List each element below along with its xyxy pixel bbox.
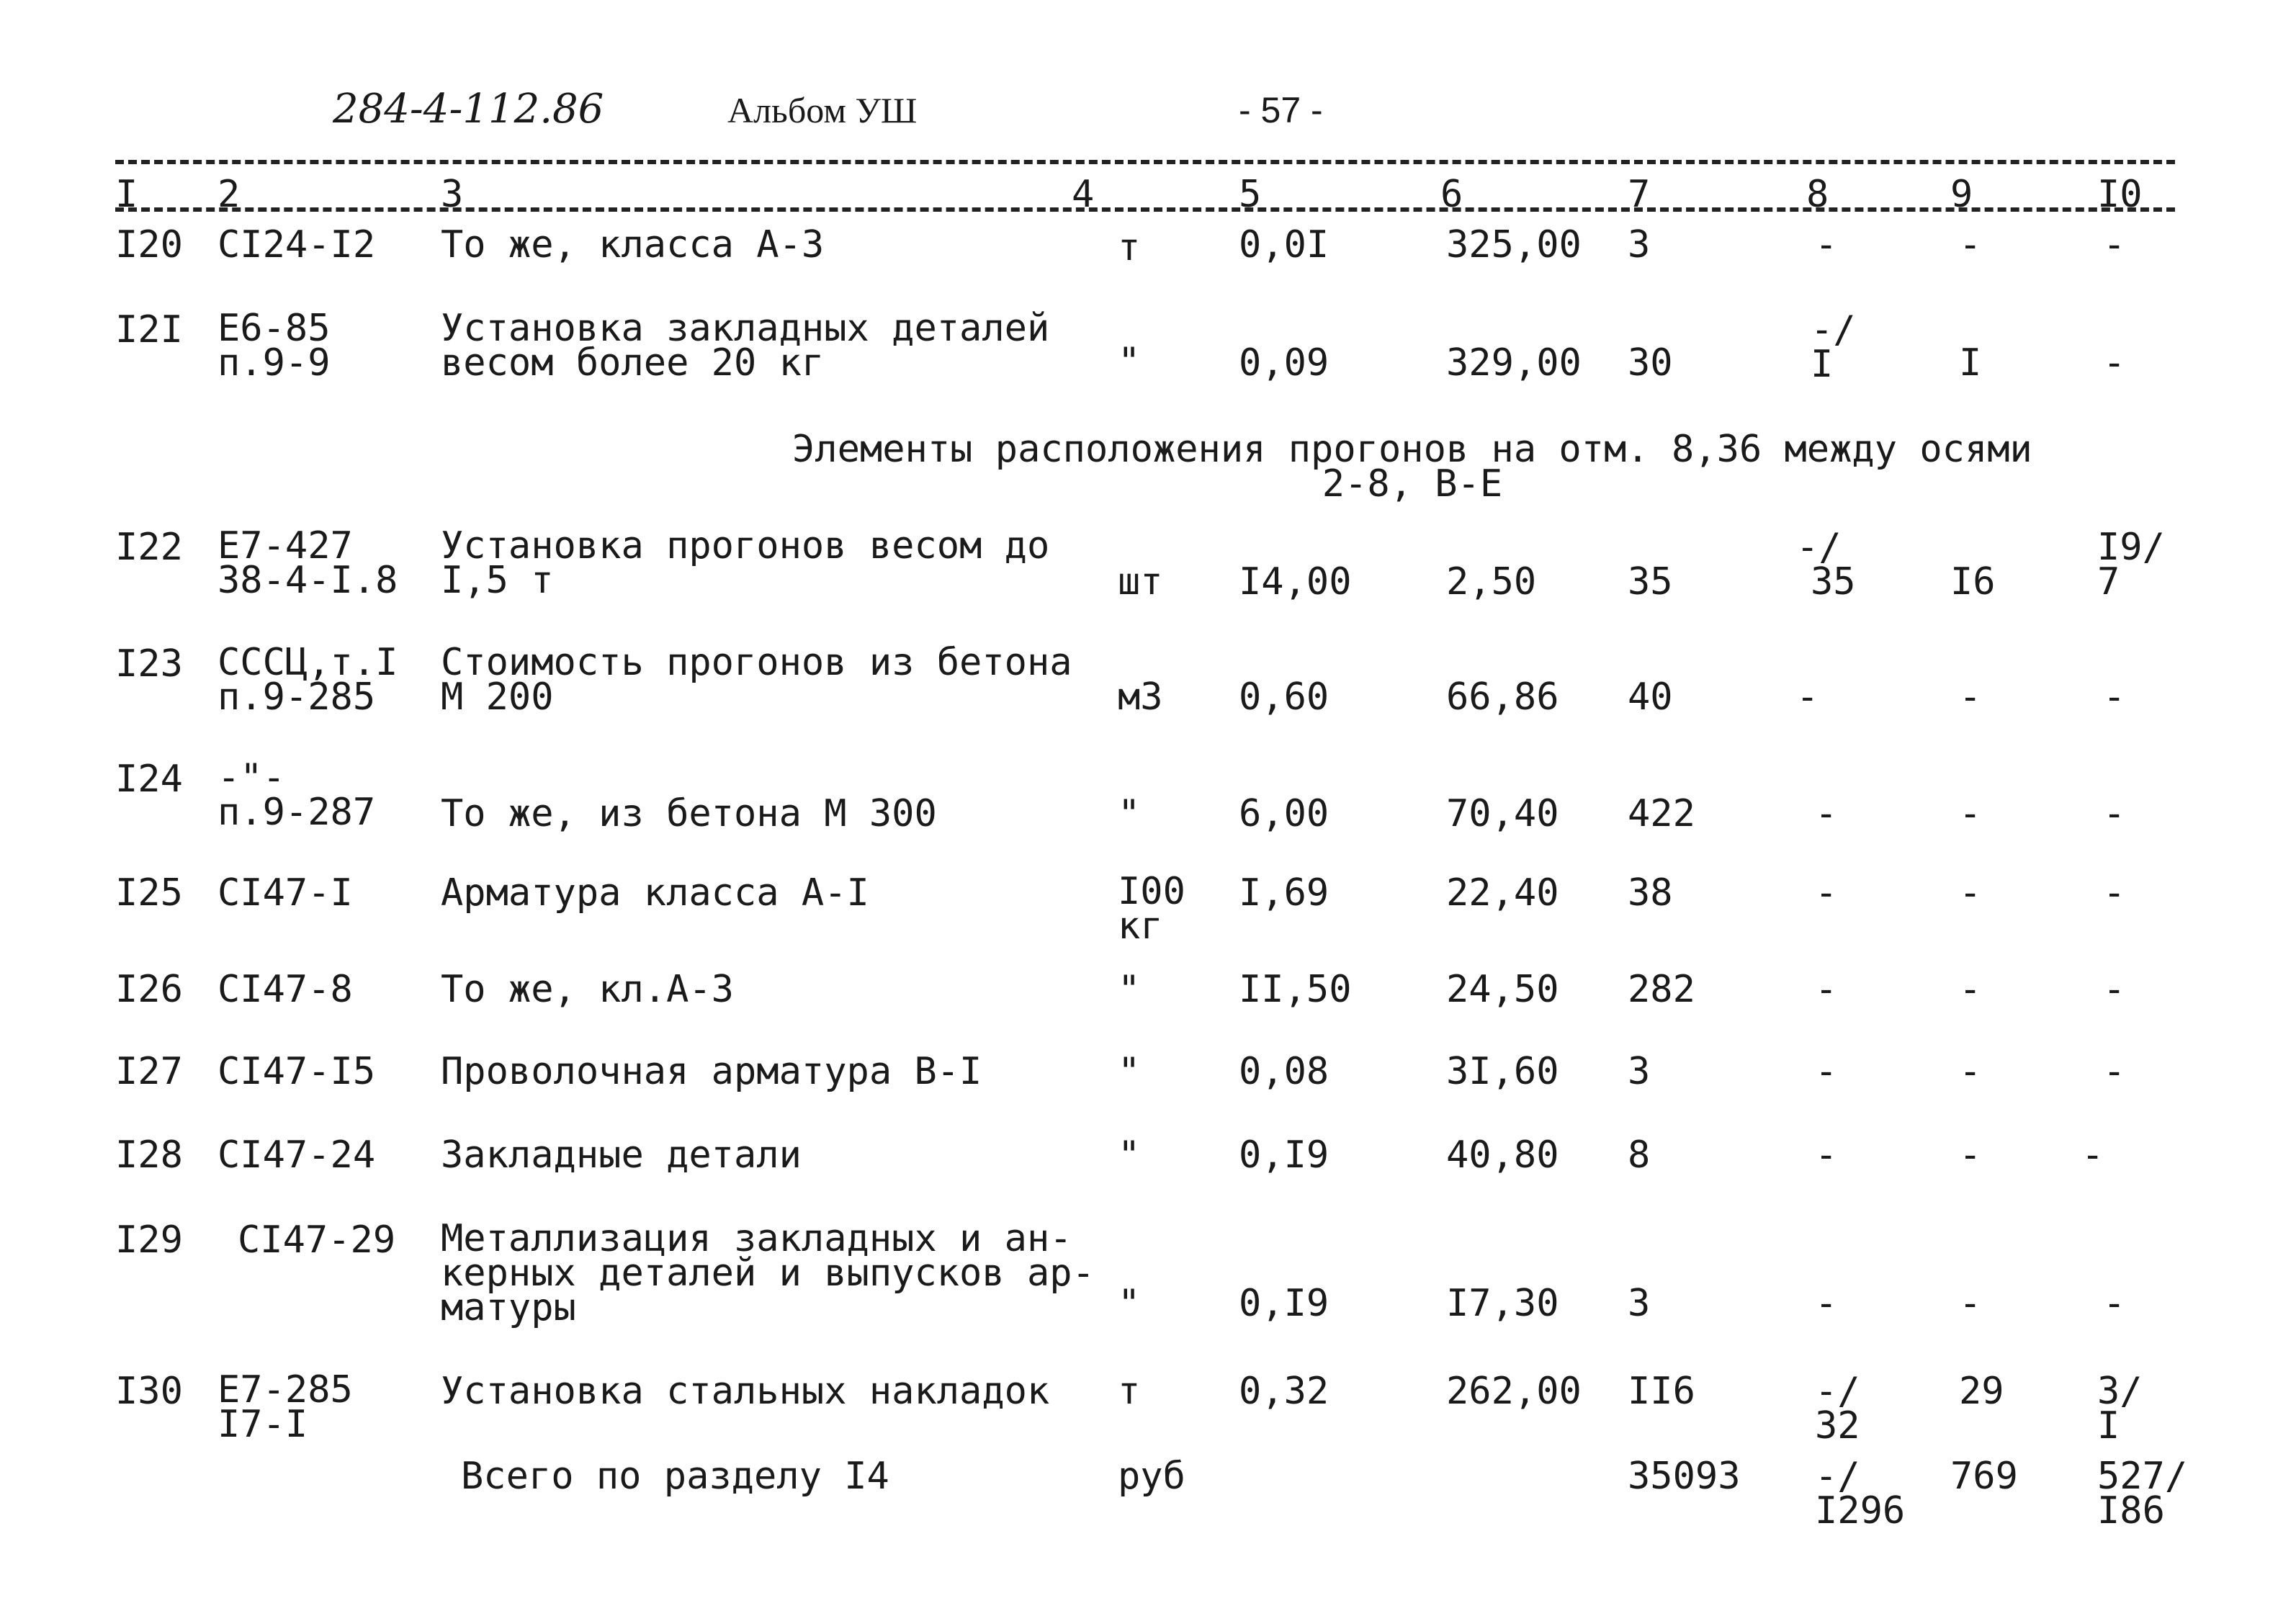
section-total-col8-numerator: -/ (1815, 1455, 1860, 1498)
norm-code: СССЦ,т.I п.9-285 (218, 641, 398, 719)
quantity: 0,0I (1239, 223, 1329, 266)
col8-denominator: 35 (1811, 560, 1856, 603)
page-number: - 57 - (1239, 90, 1323, 130)
norm-code: CI47-24 (218, 1134, 376, 1177)
column-number: 2 (218, 173, 241, 216)
norm-code: Е7-427 38-4-I.8 (218, 524, 398, 602)
row-number: I20 (115, 223, 183, 266)
work-description: То же, кл.А-3 (441, 968, 734, 1011)
col10-value: - (2103, 1282, 2126, 1325)
col8-denominator: I (1811, 343, 1834, 386)
col10-value: - (2103, 792, 2126, 835)
section-total-unit: руб (1118, 1455, 1185, 1498)
col8-value: - (1815, 792, 1838, 835)
col9-value: - (1959, 871, 1982, 915)
col8-numerator: -/ (1815, 1370, 1860, 1413)
unit: " (1118, 1282, 1141, 1325)
norm-code: CI24-I2 (218, 223, 376, 266)
col8-value: - (1815, 968, 1838, 1011)
unit: " (1118, 968, 1141, 1011)
col8-value: - (1815, 1134, 1838, 1177)
row-number: I27 (115, 1050, 183, 1093)
col8-value: - (1815, 1282, 1838, 1325)
unit-price: 40,80 (1446, 1134, 1559, 1177)
col8-value: - (1796, 675, 1819, 719)
work-description: Металлизация закладных и ан- керных деталей и выпусков ар- матуры (441, 1217, 1095, 1329)
col10-value: - (2103, 223, 2126, 266)
unit-price: 3I,60 (1446, 1050, 1559, 1093)
unit: т (1118, 1370, 1141, 1413)
unit-price: 66,86 (1446, 675, 1559, 719)
unit-price: 262,00 (1446, 1370, 1582, 1413)
row-number: I2I (115, 308, 183, 351)
row-number: I22 (115, 526, 183, 569)
work-description: Закладные детали (441, 1134, 802, 1177)
unit-price: I7,30 (1446, 1282, 1559, 1325)
quantity: I4,00 (1239, 560, 1352, 603)
norm-code: CI47-29 (238, 1218, 396, 1262)
row-number: I24 (115, 758, 183, 801)
column-number: 4 (1072, 173, 1095, 216)
quantity: 0,09 (1239, 341, 1329, 385)
col10-value: - (2103, 871, 2126, 915)
unit: " (1118, 1134, 1141, 1177)
work-description: Установка прогонов весом до I,5 т (441, 524, 1050, 602)
column-number: I (115, 173, 138, 216)
section-total-col10-numerator: 527/ (2097, 1455, 2188, 1498)
work-description: Стоимость прогонов из бетона М 200 (441, 641, 1072, 719)
total-cost: 3 (1628, 223, 1651, 266)
section-total-col9: 769 (1950, 1455, 2018, 1498)
work-description: То же, из бетона М 300 (441, 792, 937, 835)
unit: " (1118, 792, 1141, 835)
total-cost: 40 (1628, 675, 1673, 719)
unit-price: 325,00 (1446, 223, 1582, 266)
total-cost: 8 (1628, 1134, 1651, 1177)
col9-value: - (1959, 1050, 1982, 1093)
unit-price: 329,00 (1446, 341, 1582, 385)
col9-value: - (1959, 675, 1982, 719)
section-total-label: Всего по разделу I4 (461, 1455, 889, 1498)
norm-code: Е7-285 I7-I (218, 1368, 353, 1446)
section-total-cost: 35093 (1628, 1455, 1741, 1498)
col8-numerator: -/ (1796, 526, 1842, 569)
norm-code: CI47-8 (218, 968, 353, 1011)
col9-value: I (1959, 341, 1982, 385)
album-label: Альбом УШ (727, 90, 918, 130)
col10-value: - (2103, 1050, 2126, 1093)
col9-value: I6 (1950, 560, 1996, 603)
column-number: 3 (441, 173, 464, 216)
col8-value: - (1815, 223, 1838, 266)
work-description: Установка закладных деталей весом более 20 кг (441, 307, 1050, 385)
unit-price: 22,40 (1446, 871, 1559, 915)
total-cost: 38 (1628, 871, 1673, 915)
col10-denominator: I (2097, 1404, 2120, 1447)
col8-numerator: -/ (1811, 308, 1856, 351)
quantity: 0,I9 (1239, 1134, 1329, 1177)
total-cost: 422 (1628, 792, 1695, 835)
section-total-col8-denominator: I296 (1815, 1489, 1906, 1532)
total-cost: 3 (1628, 1282, 1651, 1325)
work-description: Арматура класса А-I (441, 871, 869, 915)
col10-value: - (2103, 968, 2126, 1011)
total-cost: 35 (1628, 560, 1673, 603)
section-title: Элементы расположения прогонов на отм. 8,36 между осями 2-8, В-Е (792, 428, 2032, 506)
row-number: I28 (115, 1134, 183, 1177)
col10-value: - (2103, 341, 2126, 385)
col8-value: - (1815, 871, 1838, 915)
quantity: I,69 (1239, 871, 1329, 915)
col9-value: - (1959, 1134, 1982, 1177)
unit-price: 70,40 (1446, 792, 1559, 835)
column-number: 5 (1239, 173, 1262, 216)
total-cost: 30 (1628, 341, 1673, 385)
row-number: I25 (115, 871, 183, 915)
col10-value: - (2081, 1134, 2104, 1177)
col10-denominator: 7 (2097, 560, 2120, 603)
column-number: 8 (1806, 173, 1829, 216)
total-cost: 282 (1628, 968, 1695, 1011)
row-number: I26 (115, 968, 183, 1011)
norm-code: -"- п.9-287 (218, 756, 376, 834)
col9-value: - (1959, 792, 1982, 835)
quantity: 0,60 (1239, 675, 1329, 719)
col10-numerator: I9/ (2097, 526, 2165, 569)
quantity: 6,00 (1239, 792, 1329, 835)
header-rule-bottom (115, 207, 2175, 212)
col9-value: - (1959, 1282, 1982, 1325)
col8-value: - (1815, 1050, 1838, 1093)
unit: шт (1118, 560, 1163, 603)
col9-value: - (1959, 223, 1982, 266)
col10-value: - (2103, 675, 2126, 719)
col9-value: 29 (1959, 1370, 2004, 1413)
column-number: 7 (1628, 173, 1651, 216)
norm-code: CI47-I5 (218, 1050, 376, 1093)
unit: " (1118, 340, 1141, 383)
unit-price: 24,50 (1446, 968, 1559, 1011)
row-number: I23 (115, 642, 183, 686)
unit: I00 кг (1118, 870, 1185, 948)
work-description: Проволочная арматура В-I (441, 1050, 982, 1093)
col10-numerator: 3/ (2097, 1370, 2143, 1413)
quantity: 0,I9 (1239, 1282, 1329, 1325)
row-number: I30 (115, 1370, 183, 1413)
column-number: I0 (2097, 173, 2143, 216)
header-rule-top (115, 160, 2175, 164)
unit: " (1118, 1050, 1141, 1093)
total-cost: 3 (1628, 1050, 1651, 1093)
norm-code: Е6-85 п.9-9 (218, 307, 331, 385)
document-code: 284-4-112.86 (333, 86, 604, 133)
norm-code: CI47-I (218, 871, 353, 915)
quantity: 0,32 (1239, 1370, 1329, 1413)
col9-value: - (1959, 968, 1982, 1011)
work-description: То же, класса А-3 (441, 223, 825, 266)
total-cost: II6 (1628, 1370, 1695, 1413)
work-description: Установка стальных накладок (441, 1370, 1050, 1413)
row-number: I29 (115, 1218, 183, 1262)
unit-price: 2,50 (1446, 560, 1537, 603)
column-number: 6 (1440, 173, 1463, 216)
col8-denominator: 32 (1815, 1404, 1860, 1447)
unit: м3 (1118, 675, 1163, 719)
column-number: 9 (1950, 173, 1973, 216)
unit: т (1118, 226, 1141, 269)
quantity: 0,08 (1239, 1050, 1329, 1093)
quantity: II,50 (1239, 968, 1352, 1011)
section-total-col10-denominator: I86 (2097, 1489, 2165, 1532)
